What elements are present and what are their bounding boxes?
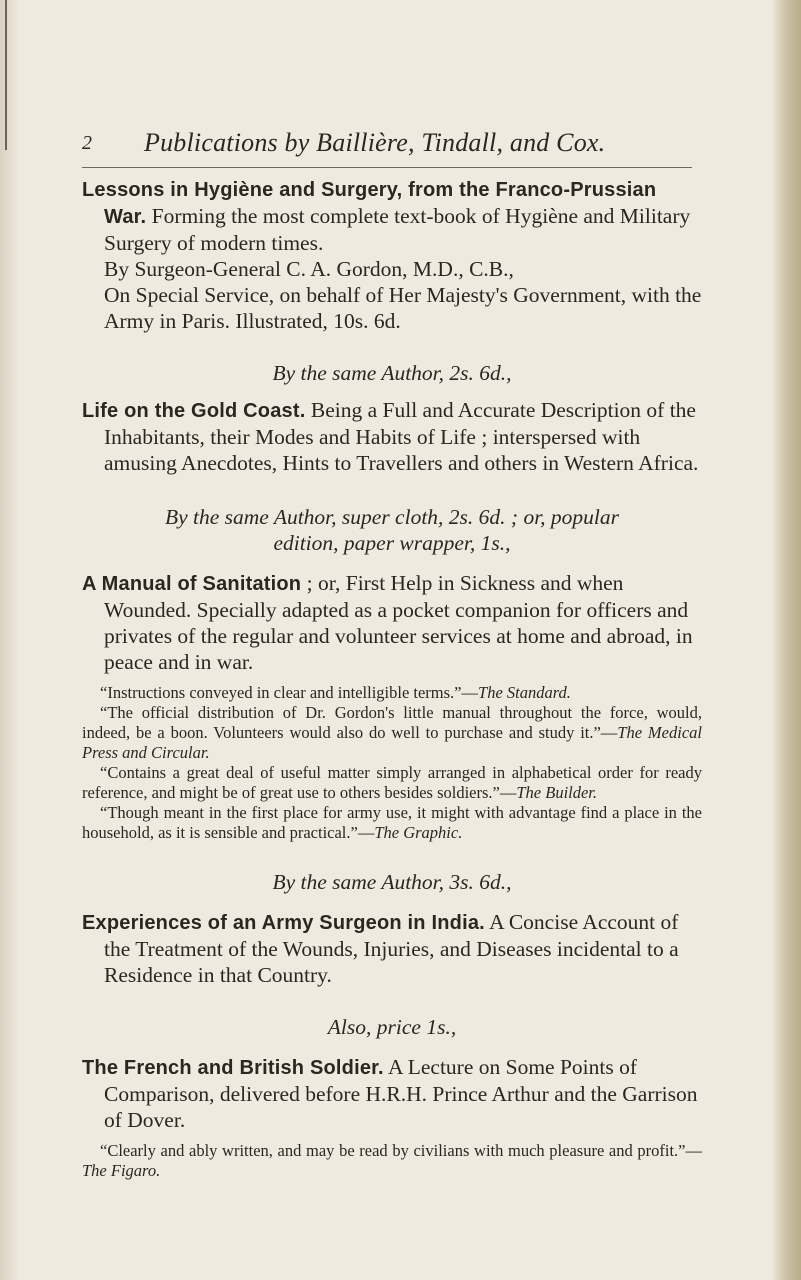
review-quote	[82, 1141, 702, 1181]
entry-title: Lessons in Hygiène and Surgery, from the Franco-Prussian War.	[82, 179, 657, 228]
review-source: The Standard.	[478, 683, 571, 702]
review-source: The Builder.	[516, 783, 598, 802]
review-text: “Instructions conveyed in clear and intelligible terms.”—	[100, 683, 479, 702]
entry-life-on-gold-coast	[82, 360, 702, 476]
entry-description: A Concise Account of the Treatment of the Wounds, Injuries, and Diseases incidental to a Residence in that Country.	[104, 910, 679, 987]
review-source: The Medical Press and Circular.	[82, 723, 702, 762]
binding-rule	[5, 0, 7, 150]
page-left-edge	[0, 0, 20, 1280]
entry-paragraph	[82, 176, 702, 256]
entry-title: Experiences of an Army Surgeon in India.	[82, 912, 485, 934]
entry-byline-2: edition, paper wrapper, 1s.,	[273, 531, 511, 555]
entry-paragraph	[82, 1054, 702, 1133]
page-number: 2	[82, 132, 92, 154]
entry-title: A Manual of Sanitation	[82, 573, 302, 595]
entry-experiences-army-surgeon	[82, 869, 702, 988]
entry-paragraph	[82, 909, 702, 988]
entry-byline: By the same Author, 3s. 6d.,	[272, 870, 512, 894]
review-source: The Figaro.	[82, 1161, 161, 1180]
running-title: Publications by Baillière, Tindall, and Cox.	[144, 128, 606, 157]
entry-french-and-british-soldier	[82, 1014, 702, 1181]
page-right-edge	[771, 0, 801, 1280]
entry-lessons-in-hygiene	[82, 176, 702, 334]
running-header	[82, 120, 692, 168]
review-quote	[82, 803, 702, 843]
page-content	[82, 176, 702, 1181]
review-quotes	[82, 683, 702, 843]
entry-title: Life on the Gold Coast.	[82, 400, 306, 422]
review-quote	[82, 763, 702, 803]
entry-details: On Special Service, on behalf of Her Majesty's Government, with the Army in Paris. Illustrated, 10s. 6d.	[104, 283, 702, 333]
review-text: “Though meant in the first place for army use, it might with advantage find a place in the household, as it is sensible and practical.”—	[82, 803, 702, 842]
entry-byline: By the same Author, 2s. 6d.,	[272, 361, 512, 385]
entry-description: Forming the most complete text-book of Hygiène and Military Surgery of modern times.	[104, 204, 691, 255]
review-quotes	[82, 1141, 702, 1181]
review-text: “Clearly and ably written, and may be read by civilians with much pleasure and profit.”—	[100, 1141, 702, 1160]
entry-paragraph	[82, 397, 702, 476]
entry-description: ; or, First Help in Sickness and when Wounded. Specially adapted as a pocket companion for officers and privates of the regular and volunteer services at home and abroad, in peace and in war.	[104, 571, 693, 674]
entry-byline: Also, price 1s.,	[327, 1015, 457, 1039]
entry-description: A Lecture on Some Points of Comparison, delivered before H.R.H. Prince Arthur and the Garrison of Dover.	[104, 1055, 698, 1132]
entry-title: The French and British Soldier.	[82, 1057, 384, 1079]
review-text: “The official distribution of Dr. Gordon's little manual throughout the force, would, indeed, be a boon. Volunteers would also do well to purchase and study it.”—	[82, 703, 702, 742]
review-quote	[82, 683, 702, 703]
review-source: The Graphic.	[374, 823, 463, 842]
entry-author: By Surgeon-General C. A. Gordon, M.D., C.B.,	[104, 257, 514, 281]
entry-paragraph	[82, 570, 702, 675]
entry-description: Being a Full and Accurate Description of the Inhabitants, their Modes and Habits of Life ; interspersed with amusing Anecdotes, Hints to Travellers and others in Western Africa.	[104, 398, 699, 475]
review-text: “Contains a great deal of useful matter simply arranged in alphabetical order for ready reference, and might be of great use to others besides soldiers.”—	[82, 763, 702, 802]
entry-manual-of-sanitation	[82, 504, 702, 843]
entry-byline: By the same Author, super cloth, 2s. 6d. ; or, popular	[164, 505, 620, 529]
review-quote	[82, 703, 702, 763]
